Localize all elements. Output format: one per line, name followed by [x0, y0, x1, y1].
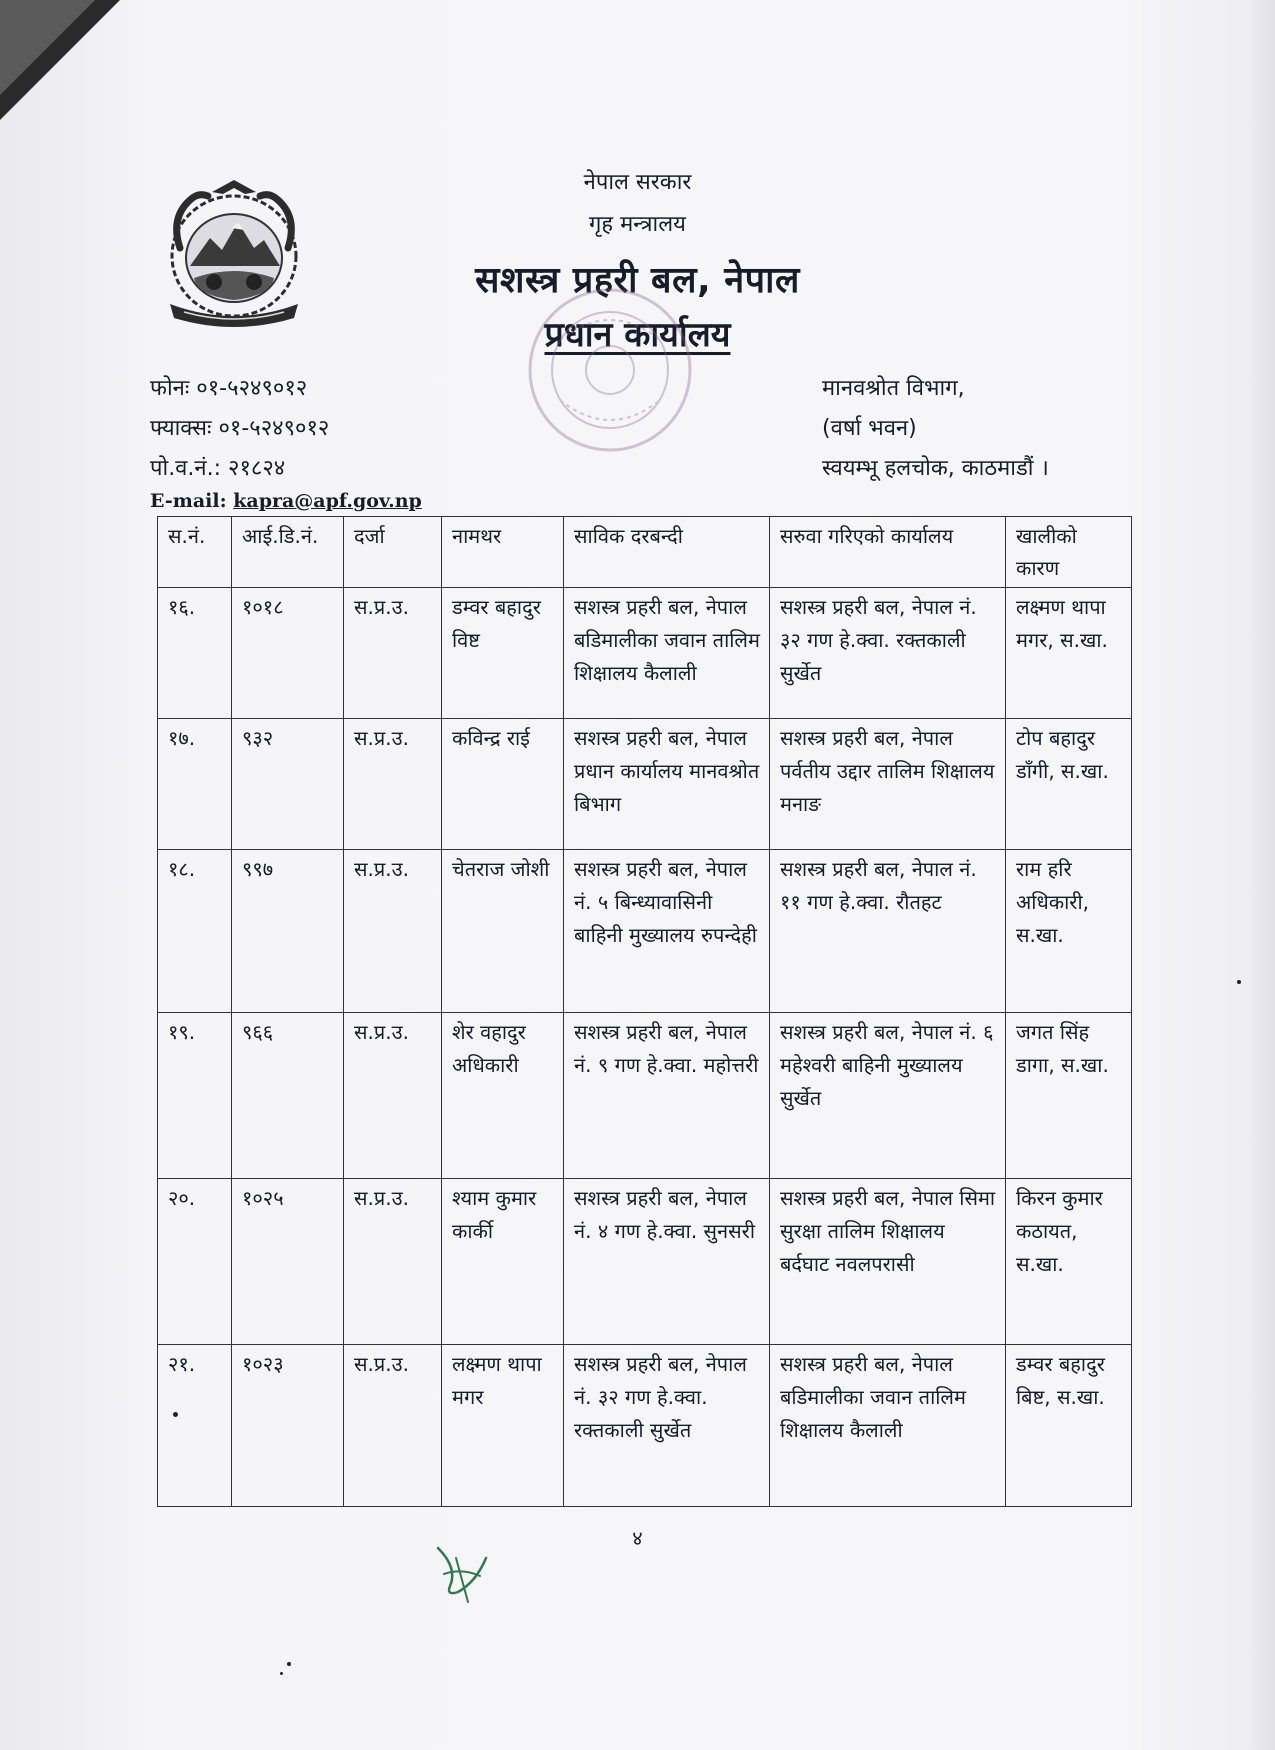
cell-transferred-office: सशस्त्र प्रहरी बल, नेपाल नं. ३२ गण हे.क्वा. रक्तकाली सुर्खेत [770, 588, 1006, 719]
table-row [158, 1179, 1132, 1345]
cell-vacancy-reason: राम हरि अधिकारी, स.खा. [1006, 850, 1132, 1013]
cell-name: कविन्द्र राई [442, 719, 564, 850]
cell-serial-number: १६. [158, 588, 232, 719]
office-stamp-icon [520, 280, 700, 460]
cell-transferred-office: सशस्त्र प्रहरी बल, नेपाल पर्वतीय उद्दार तालिम शिक्षालय मनाङ [770, 719, 1006, 850]
paper-speck [287, 1662, 291, 1666]
cell-vacancy-reason: किरन कुमार कठायत, स.खा. [1006, 1179, 1132, 1345]
header-previous-post: साविक दरबन्दी [564, 517, 770, 588]
email-label: E-mail: [150, 490, 227, 512]
header-transferred-office: सरुवा गरिएको कार्यालय [770, 517, 1006, 588]
building-name: (वर्षा भवन) [822, 416, 917, 441]
table-header-row [158, 517, 1132, 588]
header-serial-number: स.नं. [158, 517, 232, 588]
cell-id-number: ९९७ [232, 850, 344, 1013]
cell-id-number: १०१८ [232, 588, 344, 719]
folded-corner-shadow [0, 0, 95, 95]
table-row [158, 1013, 1132, 1179]
cell-transferred-office: सशस्त्र प्रहरी बल, नेपाल सिमा सुरक्षा तालिम शिक्षालय बर्दघाट नवलपरासी [770, 1179, 1006, 1345]
ministry-name: गृह मन्त्रालय [589, 212, 686, 237]
cell-previous-post: सशस्त्र प्रहरी बल, नेपाल नं. ३२ गण हे.क्वा. रक्तकाली सुर्खेत [564, 1345, 770, 1507]
phone-number: फोनः ०१-५२४९०१२ [150, 376, 308, 401]
cell-id-number: ९३२ [232, 719, 344, 850]
cell-serial-number: २०. [158, 1179, 232, 1345]
department-name: मानवश्रोत विभाग, [822, 376, 965, 401]
cell-previous-post: सशस्त्र प्रहरी बल, नेपाल प्रधान कार्यालय मानवश्रोत बिभाग [564, 719, 770, 850]
paper-speck [173, 1412, 178, 1417]
cell-previous-post: सशस्त्र प्रहरी बल, नेपाल नं. ५ बिन्ध्यावासिनी बाहिनी मुख्यालय रुपन्देही [564, 850, 770, 1013]
government-name: नेपाल सरकार [583, 170, 692, 195]
cell-vacancy-reason: टोप बहादुर डाँगी, स.खा. [1006, 719, 1132, 850]
email-line [150, 490, 422, 512]
page-number: ४ [632, 1526, 643, 1550]
cell-vacancy-reason: जगत सिंह डागा, स.खा. [1006, 1013, 1132, 1179]
paper-speck [1237, 980, 1241, 984]
header-name: नामथर [442, 517, 564, 588]
cell-serial-number: १७. [158, 719, 232, 850]
cell-name: शेर वहादुर अधिकारी [442, 1013, 564, 1179]
table-row [158, 588, 1132, 719]
organization-title: सशस्त्र प्रहरी बल, नेपाल [475, 260, 800, 301]
cell-previous-post: सशस्त्र प्रहरी बल, नेपाल नं. ४ गण हे.क्वा. सुनसरी [564, 1179, 770, 1345]
cell-serial-number: १८. [158, 850, 232, 1013]
transfer-table [157, 516, 1132, 1507]
cell-name: चेतराज जोशी [442, 850, 564, 1013]
cell-name: श्याम कुमार कार्की [442, 1179, 564, 1345]
cell-vacancy-reason: डम्वर बहादुर बिष्ट, स.खा. [1006, 1345, 1132, 1507]
cell-serial-number: २१. [158, 1345, 232, 1507]
cell-vacancy-reason: लक्ष्मण थापा मगर, स.खा. [1006, 588, 1132, 719]
paper-speck [280, 1672, 283, 1675]
office-title: प्रधान कार्यालय [544, 315, 731, 355]
cell-id-number: ९६६ [232, 1013, 344, 1179]
header-rank: दर्जा [344, 517, 442, 588]
cell-rank: स.प्र.उ. [344, 850, 442, 1013]
cell-name: डम्वर बहादुर विष्ट [442, 588, 564, 719]
table-row [158, 850, 1132, 1013]
cell-rank: स.प्र.उ. [344, 588, 442, 719]
cell-previous-post: सशस्त्र प्रहरी बल, नेपाल नं. ९ गण हे.क्वा. महोत्तरी [564, 1013, 770, 1179]
cell-transferred-office: सशस्त्र प्रहरी बल, नेपाल बडिमालीका जवान तालिम शिक्षालय कैलाली [770, 1345, 1006, 1507]
email-link[interactable]: kapra@apf.gov.np [233, 490, 422, 512]
office-location: स्वयम्भू हलचोक, काठमाडौं । [822, 456, 1049, 481]
cell-rank: स.प्र.उ. [344, 1179, 442, 1345]
cell-rank: स.प्र.उ. [344, 1345, 442, 1507]
po-box: पो.व.नं.: २१८२४ [150, 456, 286, 481]
cell-rank: स.प्र.उ. [344, 1013, 442, 1179]
table-row [158, 1345, 1132, 1507]
cell-transferred-office: सशस्त्र प्रहरी बल, नेपाल नं. ११ गण हे.क्वा. रौतहट [770, 850, 1006, 1013]
cell-id-number: १०२५ [232, 1179, 344, 1345]
cell-previous-post: सशस्त्र प्रहरी बल, नेपाल बडिमालीका जवान तालिम शिक्षालय कैलाली [564, 588, 770, 719]
cell-id-number: १०२३ [232, 1345, 344, 1507]
signature-icon [428, 1538, 498, 1608]
cell-rank: स.प्र.उ. [344, 719, 442, 850]
cell-name: लक्ष्मण थापा मगर [442, 1345, 564, 1507]
fax-number: फ्याक्सः ०१-५२४९०१२ [150, 416, 330, 441]
table-row [158, 719, 1132, 850]
cell-transferred-office: सशस्त्र प्रहरी बल, नेपाल नं. ६ महेश्वरी बाहिनी मुख्यालय सुर्खेत [770, 1013, 1006, 1179]
nepal-emblem-icon [150, 178, 318, 328]
cell-serial-number: १९. [158, 1013, 232, 1179]
header-vacancy-reason: खालीको कारण [1006, 517, 1132, 588]
header-id-number: आई.डि.नं. [232, 517, 344, 588]
